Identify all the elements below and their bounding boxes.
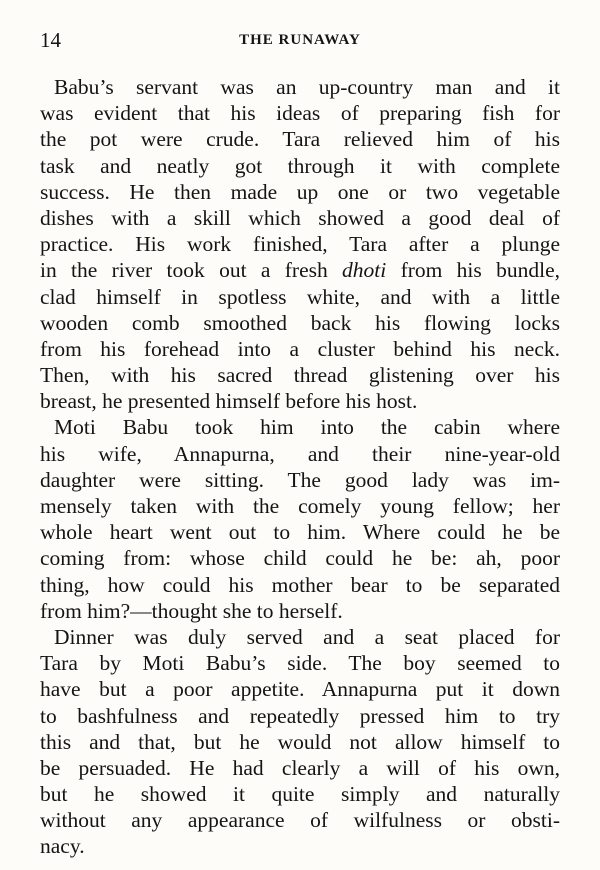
text-line: was evident that his ideas of preparing fish for	[40, 101, 560, 126]
text-line: from his forehead into a cluster behind his neck.	[40, 336, 560, 361]
text-line: coming from: whose child could he be: ah, poor	[40, 546, 560, 571]
text-line: thing, how could his mother bear to be separated	[40, 572, 560, 597]
text-line: his wife, Annapurna, and their nine-year-old	[40, 441, 560, 466]
text-line: practice. His work finished, Tara after a plunge	[40, 232, 560, 257]
text-line: wooden comb smoothed back his flowing locks	[40, 310, 560, 335]
text-line: have but a poor appetite. Annapurna put it down	[40, 677, 560, 702]
text-line: nacy.	[40, 834, 85, 859]
text-line: task and neatly got through it with complete	[40, 153, 560, 178]
text-line: from him?—thought she to herself.	[40, 598, 343, 623]
text-line: daughter were sitting. The good lady was im-	[40, 467, 560, 492]
text-line: this and that, but he would not allow himself to	[40, 729, 560, 754]
text-line: mensely taken with the comely young fellow; her	[40, 494, 560, 518]
text-line: dishes with a skill which showed a good deal of	[40, 205, 560, 230]
text-line: whole heart went out to him. Where could he be	[40, 520, 560, 545]
text-line: but he showed it quite simply and naturally	[40, 782, 560, 807]
text-line: Then, with his sacred thread glistening over his	[40, 363, 560, 388]
page-number: 14	[40, 28, 61, 52]
body-text	[40, 74, 560, 860]
text-line: breast, he presented himself before his host.	[40, 389, 418, 414]
text-line: without any appearance of wilfulness or obsti-	[40, 808, 560, 833]
text-line: success. He then made up one or two vegetable	[40, 179, 560, 204]
text-line: in the river took out a fresh dhoti from his bundle,	[40, 258, 560, 283]
text-line: Moti Babu took him into the cabin where	[54, 415, 560, 440]
text-line: clad himself in spotless white, and with a little	[40, 284, 560, 309]
text-line: Tara by Moti Babu’s side. The boy seemed to	[40, 651, 560, 676]
text-line: to bashfulness and repeatedly pressed him to try	[40, 703, 560, 728]
text-line: the pot were crude. Tara relieved him of his	[40, 127, 560, 152]
running-head: THE RUNAWAY	[239, 32, 361, 48]
text-line: Dinner was duly served and a seat placed for	[54, 624, 560, 649]
italic-word: dhoti	[342, 258, 387, 283]
text-line: Babu’s servant was an up-country man and it	[54, 75, 560, 99]
text-line: be persuaded. He had clearly a will of his own,	[40, 755, 560, 780]
